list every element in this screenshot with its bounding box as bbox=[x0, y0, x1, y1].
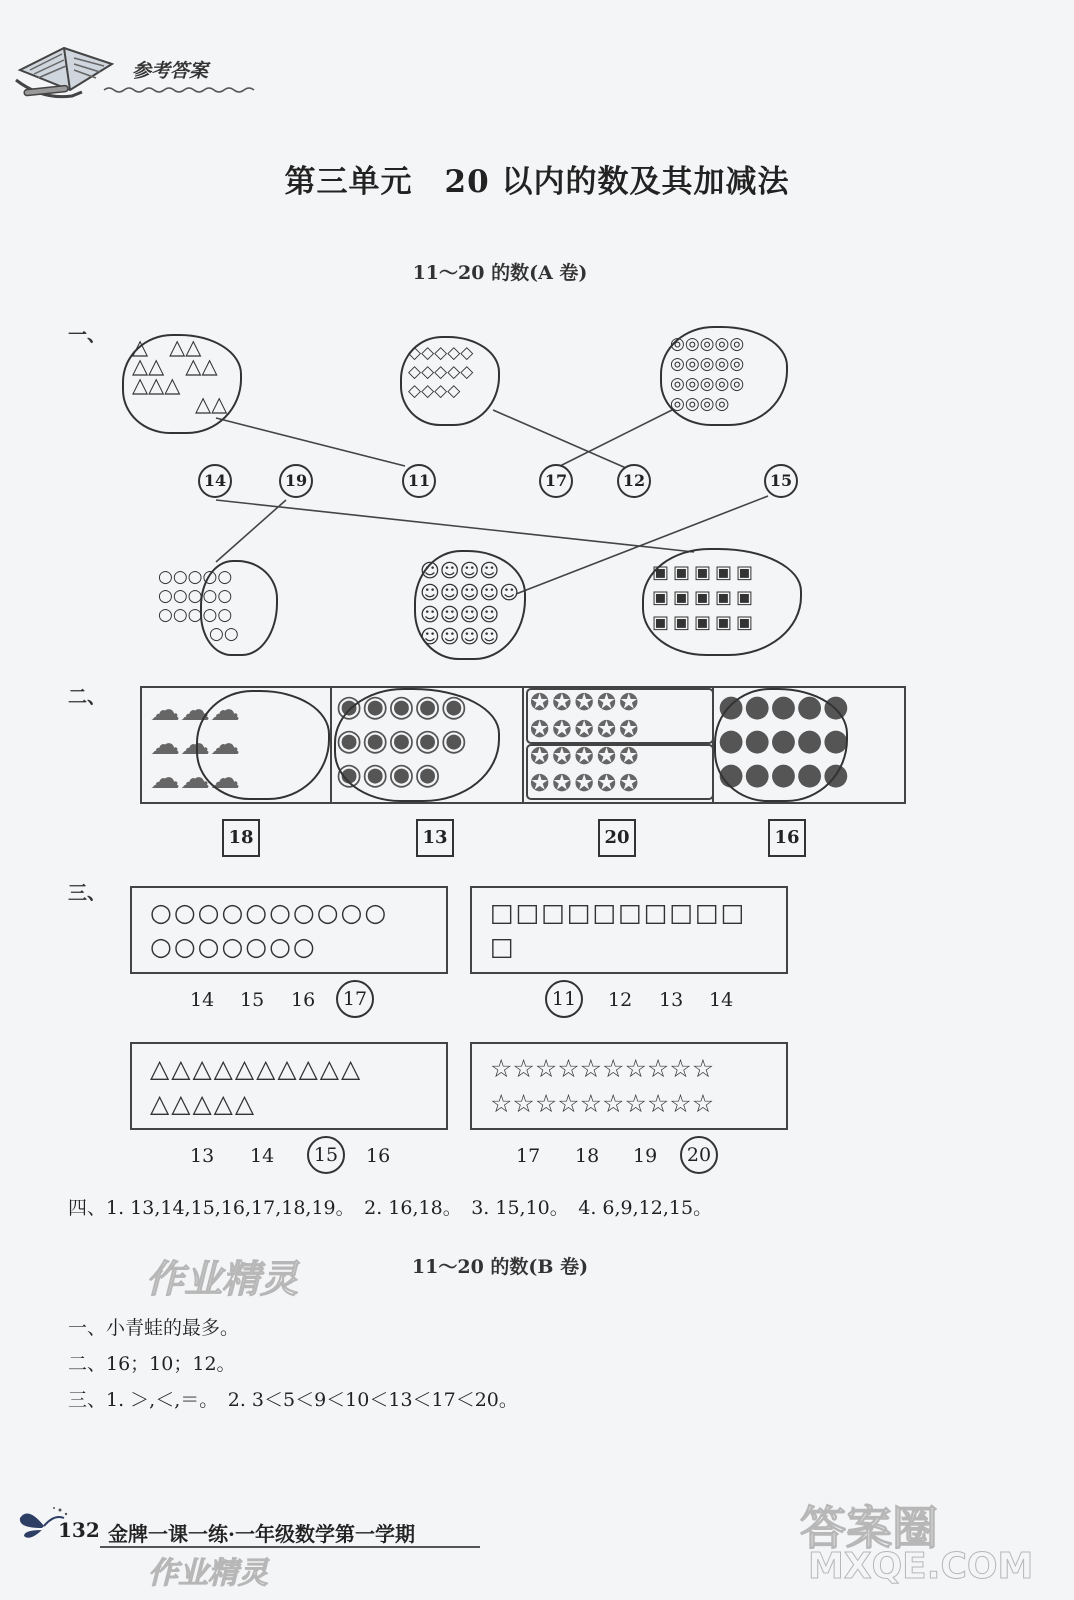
q3-circled-answer: 17 bbox=[336, 980, 374, 1018]
q3-circles-line2: ○○○○○○○ bbox=[150, 932, 317, 961]
q2-answer-13: 13 bbox=[416, 819, 454, 857]
q3-circled-answer: 15 bbox=[307, 1136, 345, 1174]
cube-shapes: ▣▣▣▣▣ ▣▣▣▣▣ ▣▣▣▣▣ bbox=[652, 562, 758, 633]
page-number: 132 bbox=[58, 1518, 100, 1542]
q2-answer-16: 16 bbox=[768, 819, 806, 857]
cloud-items: ☁☁☁ ☁☁☁ ☁☁☁ bbox=[150, 693, 240, 796]
wreath-items: ◉◉◉◉◉ ◉◉◉◉◉ ◉◉◉◉ bbox=[336, 689, 467, 792]
watermark-logo: 作业精灵 bbox=[146, 1256, 299, 1301]
q2-answer-20: 20 bbox=[598, 819, 636, 857]
section-b-line-2: 二、16；10；12。 bbox=[68, 1353, 236, 1375]
q3-option: 12 bbox=[608, 989, 633, 1011]
star-tile-group-2 bbox=[526, 744, 714, 800]
dot-shapes: ○○○○○ ○○○○○ ○○○○○ ○○ bbox=[158, 567, 239, 644]
ball-group-outline bbox=[714, 688, 848, 802]
watermark-corner-1: 答案圈 bbox=[800, 1501, 938, 1555]
q3-option: 13 bbox=[190, 1145, 215, 1167]
q3-option: 16 bbox=[291, 989, 316, 1011]
section-b-line-3: 三、1. ＞,＜,＝。 2. 3＜5＜9＜10＜13＜17＜20。 bbox=[68, 1389, 518, 1411]
q3-option: 18 bbox=[575, 1145, 600, 1167]
q3-circles-line1: ○○○○○○○○○○ bbox=[150, 898, 389, 927]
q1-circle-17: 17 bbox=[539, 464, 573, 498]
q3-stars-line2: ☆☆☆☆☆☆☆☆☆☆ bbox=[490, 1089, 715, 1118]
q3-option: 15 bbox=[240, 989, 265, 1011]
smiley-shapes: ☺☺☺☺ ☺☺☺☺☺ ☺☺☺☺ ☺☺☺☺ bbox=[420, 560, 520, 648]
q3-option: 14 bbox=[250, 1145, 275, 1167]
q3-circled-answer: 11 bbox=[545, 980, 583, 1018]
diamond-shapes: ◇◇◇◇◇ ◇◇◇◇◇ ◇◇◇◇ bbox=[408, 343, 474, 401]
q3-stars-line1: ☆☆☆☆☆☆☆☆☆☆ bbox=[490, 1054, 715, 1083]
q3-option: 14 bbox=[190, 989, 215, 1011]
q3-triangles-line2: △△△△△ bbox=[150, 1089, 257, 1118]
q1-circle-14: 14 bbox=[198, 464, 232, 498]
star-tile-group-1 bbox=[526, 688, 714, 744]
section-b-heading: 11～20 的数(B 卷) bbox=[411, 1256, 589, 1278]
ring-shapes: ◎◎◎◎◎ ◎◎◎◎◎ ◎◎◎◎◎ ◎◎◎◎ bbox=[670, 334, 745, 414]
q3-option: 16 bbox=[366, 1145, 391, 1167]
q3-triangles-line1: △△△△△△△△△△ bbox=[150, 1054, 363, 1083]
q3-option: 14 bbox=[709, 989, 734, 1011]
cloud-group-outline bbox=[196, 690, 330, 800]
q2-number: 二、 bbox=[68, 686, 107, 708]
q1-circle-19: 19 bbox=[279, 464, 313, 498]
q1-circle-11: 11 bbox=[402, 464, 436, 498]
q3-circled-answer: 20 bbox=[680, 1136, 718, 1174]
q3-option: 17 bbox=[516, 1145, 541, 1167]
wreath-group-outline bbox=[334, 688, 500, 802]
q1-number: 一、 bbox=[68, 324, 107, 346]
q1-circle-15: 15 bbox=[764, 464, 798, 498]
section-a-heading: 11～20 的数(A 卷) bbox=[412, 262, 588, 284]
q3-squares-line2: □ bbox=[490, 932, 516, 961]
q3-option: 19 bbox=[633, 1145, 658, 1167]
section-b-line-1: 一、小青蛙的最多。 bbox=[68, 1317, 240, 1339]
q4-answer: 四、1. 13,14,15,16,17,18,19。 2. 16,18。 3. 15,10。 4. 6,9,12,15。 bbox=[68, 1197, 713, 1219]
header-label: 参考答案 bbox=[132, 60, 209, 82]
q3-number: 三、 bbox=[68, 882, 107, 904]
q2-answer-18: 18 bbox=[222, 819, 260, 857]
q2-divider-1 bbox=[330, 686, 332, 802]
watermark-footer: 作业精灵 bbox=[148, 1556, 268, 1591]
q3-option: 13 bbox=[659, 989, 684, 1011]
page-title: 第三单元 20 以内的数及其加减法 bbox=[284, 164, 790, 200]
watermark-corner-2: MXQE.COM bbox=[808, 1546, 1034, 1587]
q1-circle-12: 12 bbox=[617, 464, 651, 498]
q3-squares-line1: □□□□□□□□□□ bbox=[490, 898, 747, 927]
book-title: 金牌一课一练·一年级数学第一学期 bbox=[108, 1522, 415, 1546]
ball-items: ●●●●● ●●●●● ●●●●● bbox=[718, 689, 849, 792]
star-tile-items: ✪✪✪✪✪ ✪✪✪✪✪ ✪✪✪✪✪ ✪✪✪✪✪ bbox=[530, 690, 642, 797]
triangle-shapes: △ △△ △△ △△ △△△ △△ bbox=[132, 335, 228, 416]
